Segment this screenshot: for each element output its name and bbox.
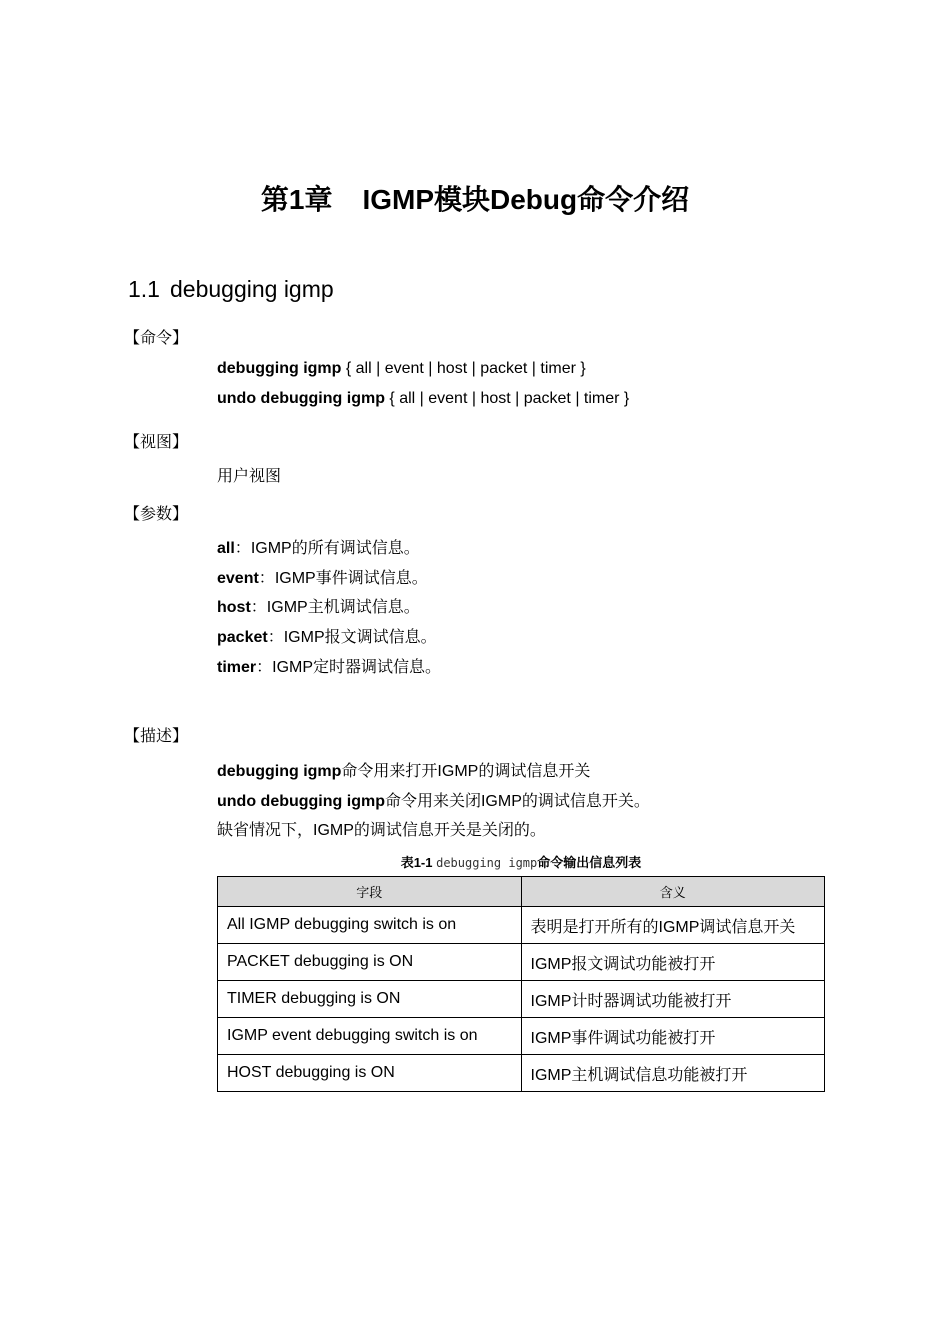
param-item <box>217 594 420 617</box>
output-info-table <box>217 876 825 1092</box>
description-command: debugging igmp <box>217 763 342 780</box>
cell-field: IGMP event debugging switch is on <box>218 1018 522 1055</box>
cell-field: TIMER debugging is ON <box>218 981 522 1018</box>
undo-command-name: undo debugging igmp <box>217 390 385 407</box>
cell-meaning: 表明是打开所有的IGMP调试信息开关 <box>521 907 824 944</box>
param-desc: IGMP主机调试信息。 <box>266 599 420 616</box>
table-row <box>218 981 825 1018</box>
caption-prefix: 表1-1 <box>400 855 437 870</box>
table-caption <box>217 852 825 871</box>
header-meaning: 含义 <box>521 877 824 907</box>
label-description: 【描述】 <box>124 728 189 745</box>
param-sep: ： <box>234 540 251 557</box>
section-name: debugging igmp <box>169 276 334 302</box>
cell-field: HOST debugging is ON <box>218 1055 522 1092</box>
param-desc: IGMP事件调试信息。 <box>274 570 428 587</box>
description-text: 命令用来关闭IGMP的调试信息开关。 <box>384 793 650 810</box>
param-item <box>217 624 437 647</box>
cell-field: All IGMP debugging switch is on <box>218 907 522 944</box>
undo-command-line <box>217 390 629 408</box>
cell-meaning: IGMP事件调试功能被打开 <box>521 1018 824 1055</box>
cell-meaning: IGMP报文调试功能被打开 <box>521 944 824 981</box>
label-view: 【视图】 <box>124 434 189 451</box>
cell-meaning: IGMP计时器调试功能被打开 <box>521 981 824 1018</box>
caption-suffix: 命令输出信息列表 <box>537 855 642 870</box>
table-row <box>218 1018 825 1055</box>
section-number: 1.1 <box>128 276 160 302</box>
undo-command-args: { all | event | host | packet | timer } <box>384 390 630 407</box>
chapter-number: 第1章 <box>260 184 333 215</box>
param-sep: ： <box>267 629 284 646</box>
param-sep: ： <box>258 570 275 587</box>
param-name: packet <box>217 629 268 646</box>
param-name: event <box>217 570 259 587</box>
caption-code: debugging igmp <box>436 856 538 870</box>
chapter-name: IGMP模块Debug命令介绍 <box>362 184 690 215</box>
param-sep: ： <box>250 599 267 616</box>
description-text: 命令用来打开IGMP的调试信息开关 <box>341 763 591 780</box>
param-name: timer <box>217 659 257 676</box>
command-args: { all | event | host | packet | timer } <box>341 360 586 377</box>
chapter-title <box>0 178 950 218</box>
description-line <box>217 788 650 811</box>
param-desc: IGMP定时器调试信息。 <box>272 659 442 676</box>
label-params: 【参数】 <box>124 506 189 523</box>
description-command: undo debugging igmp <box>217 793 385 810</box>
param-item <box>217 654 441 677</box>
description-text: 缺省情况下，IGMP的调试信息开关是关闭的。 <box>217 822 546 839</box>
table-row <box>218 1055 825 1092</box>
label-command: 【命令】 <box>124 330 189 347</box>
description-line <box>217 817 546 840</box>
command-line <box>217 360 586 378</box>
param-sep: ： <box>256 659 273 676</box>
description-line <box>217 758 590 781</box>
table-row <box>218 907 825 944</box>
header-field: 字段 <box>218 877 522 907</box>
param-name: host <box>217 599 251 616</box>
param-item <box>217 565 428 588</box>
view-value: 用户视图 <box>217 466 282 485</box>
table-header-row <box>218 877 825 907</box>
cell-field: PACKET debugging is ON <box>218 944 522 981</box>
table-row <box>218 944 825 981</box>
param-name: all <box>217 540 235 557</box>
command-name: debugging igmp <box>217 360 342 377</box>
param-desc: IGMP的所有调试信息。 <box>250 540 420 557</box>
cell-meaning: IGMP主机调试信息功能被打开 <box>521 1055 824 1092</box>
param-desc: IGMP报文调试信息。 <box>283 629 437 646</box>
section-title <box>128 276 334 303</box>
param-item <box>217 535 420 558</box>
